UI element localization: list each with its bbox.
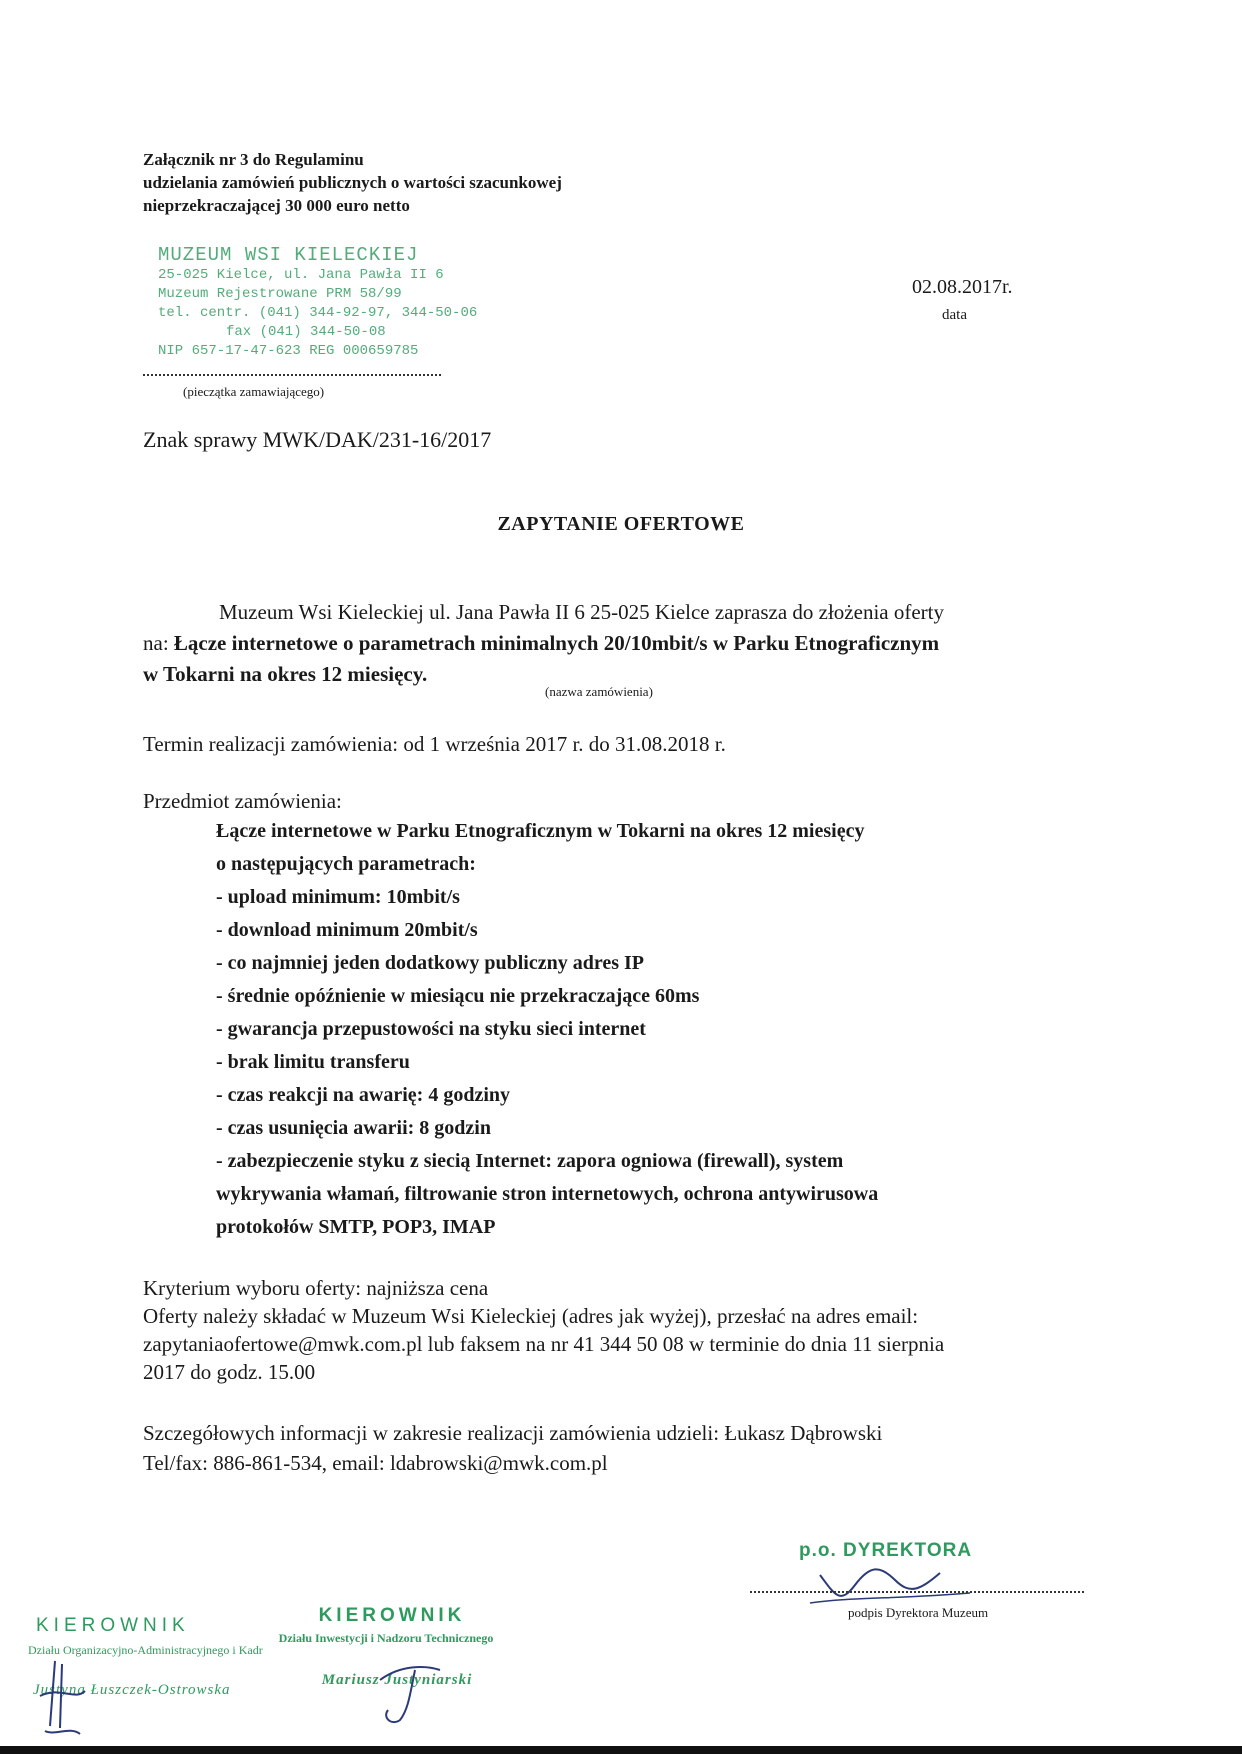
criteria-line: Oferty należy składać w Muzeum Wsi Kieleckiej (adres jak wyżej), przesłać na adres email: [143,1304,919,1328]
criteria-line: 2017 do godz. 15.00 [143,1360,316,1384]
subject-list [216,815,878,1244]
document-title: ZAPYTANIE OFERTOWE [497,513,745,535]
annex-line: nieprzekraczającej 30 000 euro netto [143,196,410,215]
stamp-right-department: Działu Inwestycji i Nadzoru Technicznego [278,1631,494,1645]
subject-line: wykrywania włamań, filtrowanie stron internetowych, ochrona antywirusowa [216,1183,879,1205]
stamp-right-title: KIEROWNIK [318,1605,466,1626]
contact-paragraph [143,1418,882,1478]
intro-prefix: na: [143,631,174,655]
subject-line: - średnie opóźnienie w miesiącu nie przekraczające 60ms [216,985,700,1007]
contact-line: Tel/fax: 886-861-534, email: ldabrowski@mwk.com.pl [143,1451,608,1475]
stamp-caption: (pieczątka zamawiającego) [183,384,325,399]
subject-line: - co najmniej jeden dodatkowy publiczny adres IP [216,952,644,974]
subject-line: - upload minimum: 10mbit/s [216,886,460,908]
subject-line: - zabezpieczenie styku z siecią Internet: zapora ogniowa (firewall), system [216,1150,844,1172]
case-number: Znak sprawy MWK/DAK/231-16/2017 [143,427,492,452]
director-stamp: p.o. DYREKTORA [799,1540,973,1561]
intro-line: Muzeum Wsi Kieleckiej ul. Jana Pawła II 6 25-025 Kielce zaprasza do złożenia oferty [219,600,944,624]
subject-line: protokołów SMTP, POP3, IMAP [216,1216,496,1238]
subject-line: - czas reakcji na awarię: 4 godziny [216,1084,511,1106]
annex-line: Załącznik nr 3 do Regulaminu [143,150,364,169]
subject-line: - gwarancja przepustowości na styku sieci internet [216,1018,646,1040]
stamp-left-name: Justyna Łuszczek-Ostrowska [33,1682,231,1698]
scan-edge [0,1746,1242,1754]
intro-line [143,628,1093,659]
stamp-left-department: Działu Organizacyjno-Administracyjnego i Kadr [28,1643,263,1657]
subject-line: - czas usunięcia awarii: 8 godzin [216,1117,491,1139]
subject-line: - brak limitu transferu [216,1051,410,1073]
director-caption: podpis Dyrektora Muzeum [848,1605,989,1620]
completion-term: Termin realizacji zamówienia: od 1 września 2017 r. do 31.08.2018 r. [143,732,726,756]
criteria-line: zapytaniaofertowe@mwk.com.pl lub faksem na nr 41 344 50 08 w terminie do dnia 11 sierpnia [143,1332,945,1356]
subject-line: Łącze internetowe w Parku Etnograficznym w Tokarni na okres 12 miesięcy [216,820,865,842]
orderer-stamp [158,244,477,361]
annex-line: udzielania zamówień publicznych o wartości szacunkowej [143,173,562,192]
annex-header [143,148,562,217]
order-name: Łącze internetowe o parametrach minimalnych 20/10mbit/s w Parku Etnograficznym [173,631,940,655]
stamp-dotted-line [143,374,441,376]
order-name-caption: (nazwa zamówienia) [545,684,653,699]
director-signature-line [750,1591,1084,1593]
subject-line: o następujących parametrach: [216,853,476,875]
subject-heading: Przedmiot zamówienia: [143,789,342,813]
stamp-line: fax (041) 344-50-08 [226,324,386,340]
date-caption: data [942,307,967,323]
stamp-line: NIP 657-17-47-623 REG 000659785 [158,343,419,359]
stamp-line: Muzeum Rejestrowane PRM 58/99 [158,286,402,302]
document-date: 02.08.2017r. [912,276,1013,298]
criteria-line: Kryterium wyboru oferty: najniższa cena [143,1276,489,1300]
left-signature [30,1656,100,1746]
subject-line: - download minimum 20mbit/s [216,919,478,941]
stamp-left-title: KIEROWNIK [36,1615,190,1636]
stamp-right-name: Mariusz Justyniarski [321,1672,473,1688]
stamp-line: tel. centr. (041) 344-92-97, 344-50-06 [158,305,478,321]
intro-paragraph [143,597,1093,690]
contact-line: Szczegółowych informacji w zakresie realizacji zamówienia udzieli: Łukasz Dąbrowski [143,1421,883,1445]
stamp-line: 25-025 Kielce, ul. Jana Pawła II 6 [158,267,444,283]
stamp-line: MUZEUM WSI KIELECKIEJ [158,244,419,266]
criteria-paragraph [143,1274,944,1386]
order-name-cont: w Tokarni na okres 12 miesięcy. [143,662,428,686]
right-signature [370,1640,460,1730]
